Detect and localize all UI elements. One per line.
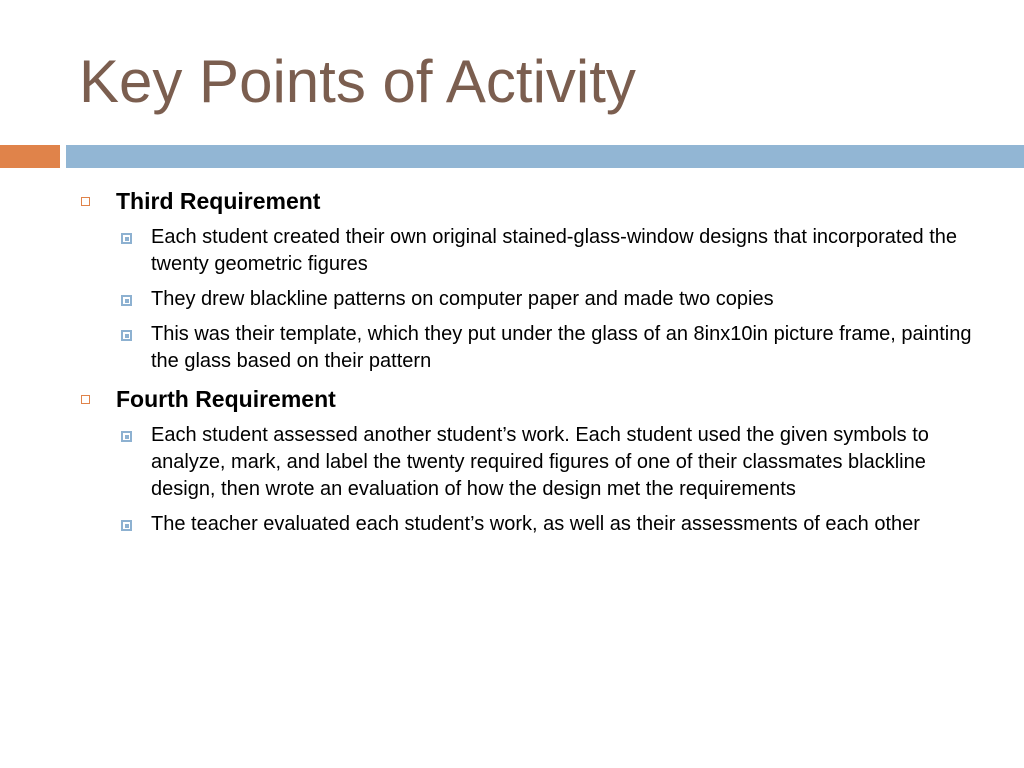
list-item xyxy=(0,224,1024,278)
square-bullet-icon xyxy=(81,197,90,206)
requirement-points xyxy=(0,224,1024,375)
list-item xyxy=(0,286,1024,313)
filled-square-bullet-icon xyxy=(121,330,132,341)
list-item-text: Each student created their own original stained-glass-window designs that incorporated the twenty geometric figures xyxy=(151,226,958,275)
slide-title: Key Points of Activity xyxy=(79,48,636,115)
list-item xyxy=(0,422,1024,503)
list-item-text: They drew blackline patterns on computer paper and made two copies xyxy=(151,288,774,310)
requirement-heading-text: Third Requirement xyxy=(116,188,321,214)
list-item xyxy=(0,511,1024,538)
accent-bar-blue xyxy=(66,145,1024,168)
requirement-fourth xyxy=(0,384,1024,538)
filled-square-bullet-icon xyxy=(121,520,132,531)
filled-square-bullet-icon xyxy=(121,295,132,306)
accent-bar-orange xyxy=(0,145,60,168)
requirement-heading xyxy=(0,384,1024,414)
requirement-heading xyxy=(0,186,1024,216)
requirement-third xyxy=(0,186,1024,375)
slide-content xyxy=(0,186,1024,538)
list-item-text: The teacher evaluated each student’s work, as well as their assessments of each other xyxy=(151,513,920,535)
square-bullet-icon xyxy=(81,395,90,404)
filled-square-bullet-icon xyxy=(121,431,132,442)
list-item-text: This was their template, which they put under the glass of an 8inx10in picture frame, painting the glass based on their pattern xyxy=(151,323,972,372)
filled-square-bullet-icon xyxy=(121,233,132,244)
list-item xyxy=(0,321,1024,375)
list-item-text: Each student assessed another student’s work. Each student used the given symbols to analyze, mark, and label the twenty required figures of one of their classmates blackline design, then wrote an evaluation of how the design met the requirements xyxy=(151,424,929,500)
requirement-points xyxy=(0,422,1024,538)
requirement-heading-text: Fourth Requirement xyxy=(116,386,336,412)
